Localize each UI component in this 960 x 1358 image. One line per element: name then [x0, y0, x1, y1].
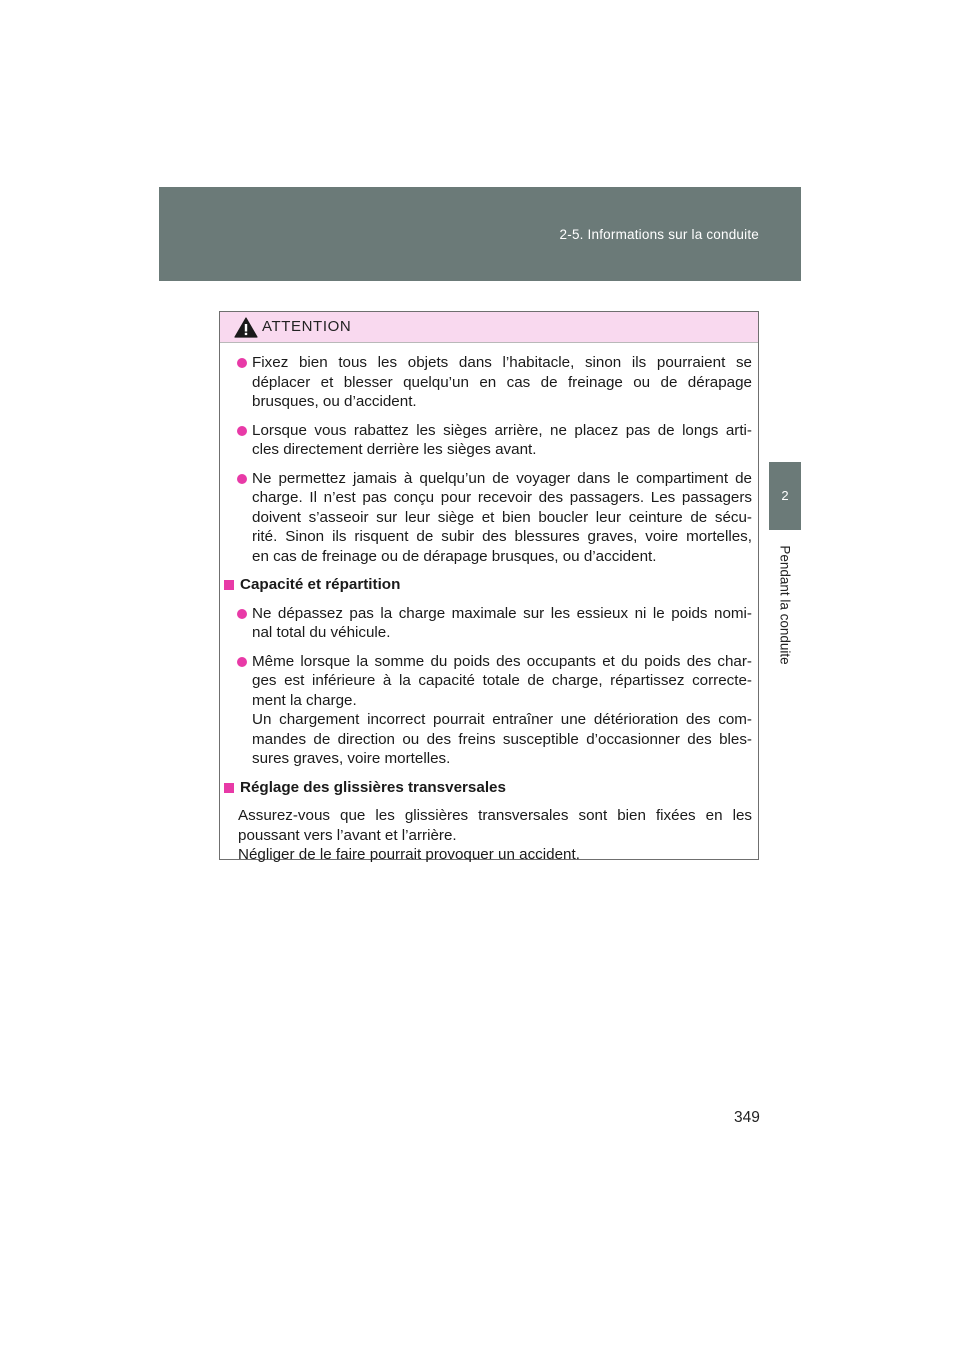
text-line: Même lorsque la somme du poids des occupants et du poids des char-: [252, 652, 752, 670]
warning-triangle-icon: [234, 317, 258, 338]
text-line: rité. Sinon ils risquent de subir des blessures graves, voire mortelles,: [252, 528, 752, 545]
square-marker-icon: [224, 580, 234, 590]
chapter-tab[interactable]: [769, 462, 801, 530]
warning-header: [220, 312, 758, 343]
bullet-item: [220, 353, 758, 412]
bullet-item: [220, 652, 758, 769]
text-line: déplacer et blesser quelqu’un en cas de freinage ou de dérapage: [252, 373, 752, 391]
text-line: Un chargement incorrect pourrait entraîner une détérioration des com-: [252, 711, 752, 728]
text-line: brusques, ou d’accident.: [252, 393, 417, 410]
text-line: ges est inférieure à la capacité totale de charge, répartissez correcte-: [252, 672, 752, 689]
text-line: Ne permettez jamais à quelqu’un de voyager dans le compartiment de: [252, 469, 752, 487]
page-number: 349: [734, 1109, 760, 1126]
text-line: sures graves, voire mortelles.: [252, 750, 451, 767]
bullet-item: [220, 421, 758, 460]
bullet-dot-icon: [237, 426, 247, 436]
bullet-dot-icon: [237, 358, 247, 368]
text-line: ment la charge.: [252, 691, 357, 709]
section-heading-text: Réglage des glissières transversales: [240, 778, 506, 796]
text-line: Assurez-vous que les glissières transversales sont bien fixées en les: [238, 807, 752, 824]
bullet-dot-icon: [237, 657, 247, 667]
section-heading-slides: [220, 778, 758, 798]
section-heading-text: Capacité et répartition: [240, 576, 401, 593]
section-title: 2-5. Informations sur la conduite: [559, 227, 759, 242]
text-line: en cas de freinage ou de dérapage brusques, ou d’accident.: [252, 547, 657, 565]
section-paragraph: [220, 806, 758, 865]
text-line: Négliger de le faire pourrait provoquer un accident.: [238, 846, 580, 863]
text-line: mandes de direction ou des freins susceptible d’occasionner des bles-: [252, 730, 752, 748]
chapter-label: Pendant la conduite: [777, 545, 793, 665]
text-line: Fixez bien tous les objets dans l’habitacle, sinon ils pourraient se: [252, 354, 752, 371]
text-line: Ne dépassez pas la charge maximale sur les essieux ni le poids nomi-: [252, 604, 752, 622]
bullet-dot-icon: [237, 609, 247, 619]
text-line: charge. Il n’est pas conçu pour recevoir des passagers. Les passagers: [252, 489, 752, 506]
square-marker-icon: [224, 783, 234, 793]
text-line: Lorsque vous rabattez les sièges arrière, ne placez pas de longs arti-: [252, 421, 752, 439]
header-band: [159, 187, 801, 281]
text-line: nal total du véhicule.: [252, 624, 391, 641]
text-line: poussant vers l’avant et l’arrière.: [238, 826, 457, 844]
text-line: doivent s’asseoir sur leur siège et bien boucler leur ceinture de sécu-: [252, 508, 752, 526]
text-line: cles directement derrière les sièges avant.: [252, 441, 537, 458]
section-heading-capacity: [220, 575, 758, 595]
warning-content: [220, 353, 758, 865]
chapter-number: 2: [781, 488, 789, 503]
bullet-item: [220, 469, 758, 567]
warning-box: [219, 311, 759, 863]
warning-title: ATTENTION: [262, 318, 352, 335]
bullet-dot-icon: [237, 474, 247, 484]
bullet-item: [220, 604, 758, 643]
